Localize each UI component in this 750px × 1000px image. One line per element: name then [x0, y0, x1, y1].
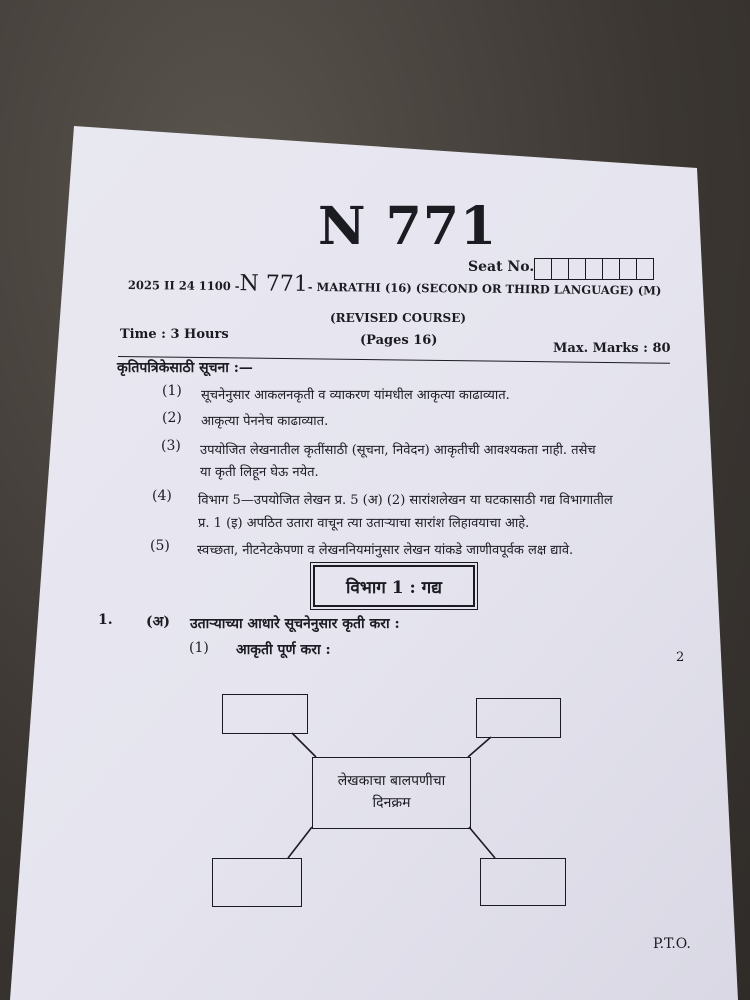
code-line-code: N 771: [239, 271, 308, 297]
code-line-prefix: 2025 II 24 1100 -: [127, 278, 240, 294]
instructions-heading: कृतिपत्रिकेसाठी सूचना :—: [117, 360, 253, 376]
paper-code-title: N 771: [318, 196, 498, 257]
instruction-text: प्र. 1 (इ) अपठित उतारा वाचून त्या उताऱ्याचा सारांश लिहावयाचा आहे.: [198, 516, 530, 531]
question-part: (अ): [146, 614, 170, 630]
instruction-text: सूचनेनुसार आकलनकृती व व्याकरण यांमधील आकृत्या काढाव्यात.: [201, 388, 510, 403]
instruction-text: आकृत्या पेननेच काढाव्यात.: [201, 414, 329, 429]
instruction-text: विभाग 5—उपयोजित लेखन प्र. 5 (अ) (2) सारांशलेखन या घटकासाठी गद्य विभागातील: [198, 493, 613, 508]
diagram-center-node: [312, 757, 471, 829]
question-text: उताऱ्याच्या आधारे सूचनेनुसार कृती करा :: [190, 616, 400, 632]
answer-box-top-right[interactable]: [476, 698, 561, 738]
subquestion-number: (1): [189, 640, 209, 656]
pto-label: P.T.O.: [653, 936, 691, 952]
max-marks: Max. Marks : 80: [553, 341, 671, 356]
answer-box-bottom-left[interactable]: [212, 858, 302, 907]
instruction-text: उपयोजित लेखनातील कृतींसाठी (सूचना, निवेदन) आकृतीची आवश्यकता नाही. तसेच: [200, 443, 596, 458]
question-marks: 2: [676, 650, 685, 665]
page-count: (Pages 16): [360, 333, 438, 348]
instruction-text: स्वच्छता, नीटनेटकेपणा व लेखननियमांनुसार लेखन यांकडे जाणीवपूर्वक लक्ष द्यावे.: [197, 543, 574, 558]
answer-box-bottom-right[interactable]: [480, 858, 566, 906]
instruction-number: (1): [162, 383, 182, 399]
instruction-number: (4): [152, 488, 172, 504]
instruction-number: (3): [161, 438, 181, 454]
instruction-number: (5): [150, 538, 170, 554]
instruction-text: या कृती लिहून घेऊ नयेत.: [200, 465, 319, 480]
seat-number-label: Seat No.: [468, 259, 535, 275]
diagram-center-line-2: दिनक्रम: [372, 795, 411, 811]
answer-box-top-left[interactable]: [222, 694, 308, 734]
question-number: 1.: [98, 612, 113, 628]
diagram-center-line-1: लेखकाचा बालपणीचा: [337, 773, 446, 790]
course-type: (REVISED COURSE): [330, 311, 467, 325]
instruction-number: (2): [162, 410, 182, 426]
subquestion-text: आकृती पूर्ण करा :: [236, 642, 331, 658]
time-allowed: Time : 3 Hours: [120, 327, 229, 342]
code-line-subject: - MARATHI (16) (SECOND OR THIRD LANGUAGE) (M): [307, 279, 662, 298]
section-heading: विभाग 1 : गद्य: [313, 565, 475, 607]
